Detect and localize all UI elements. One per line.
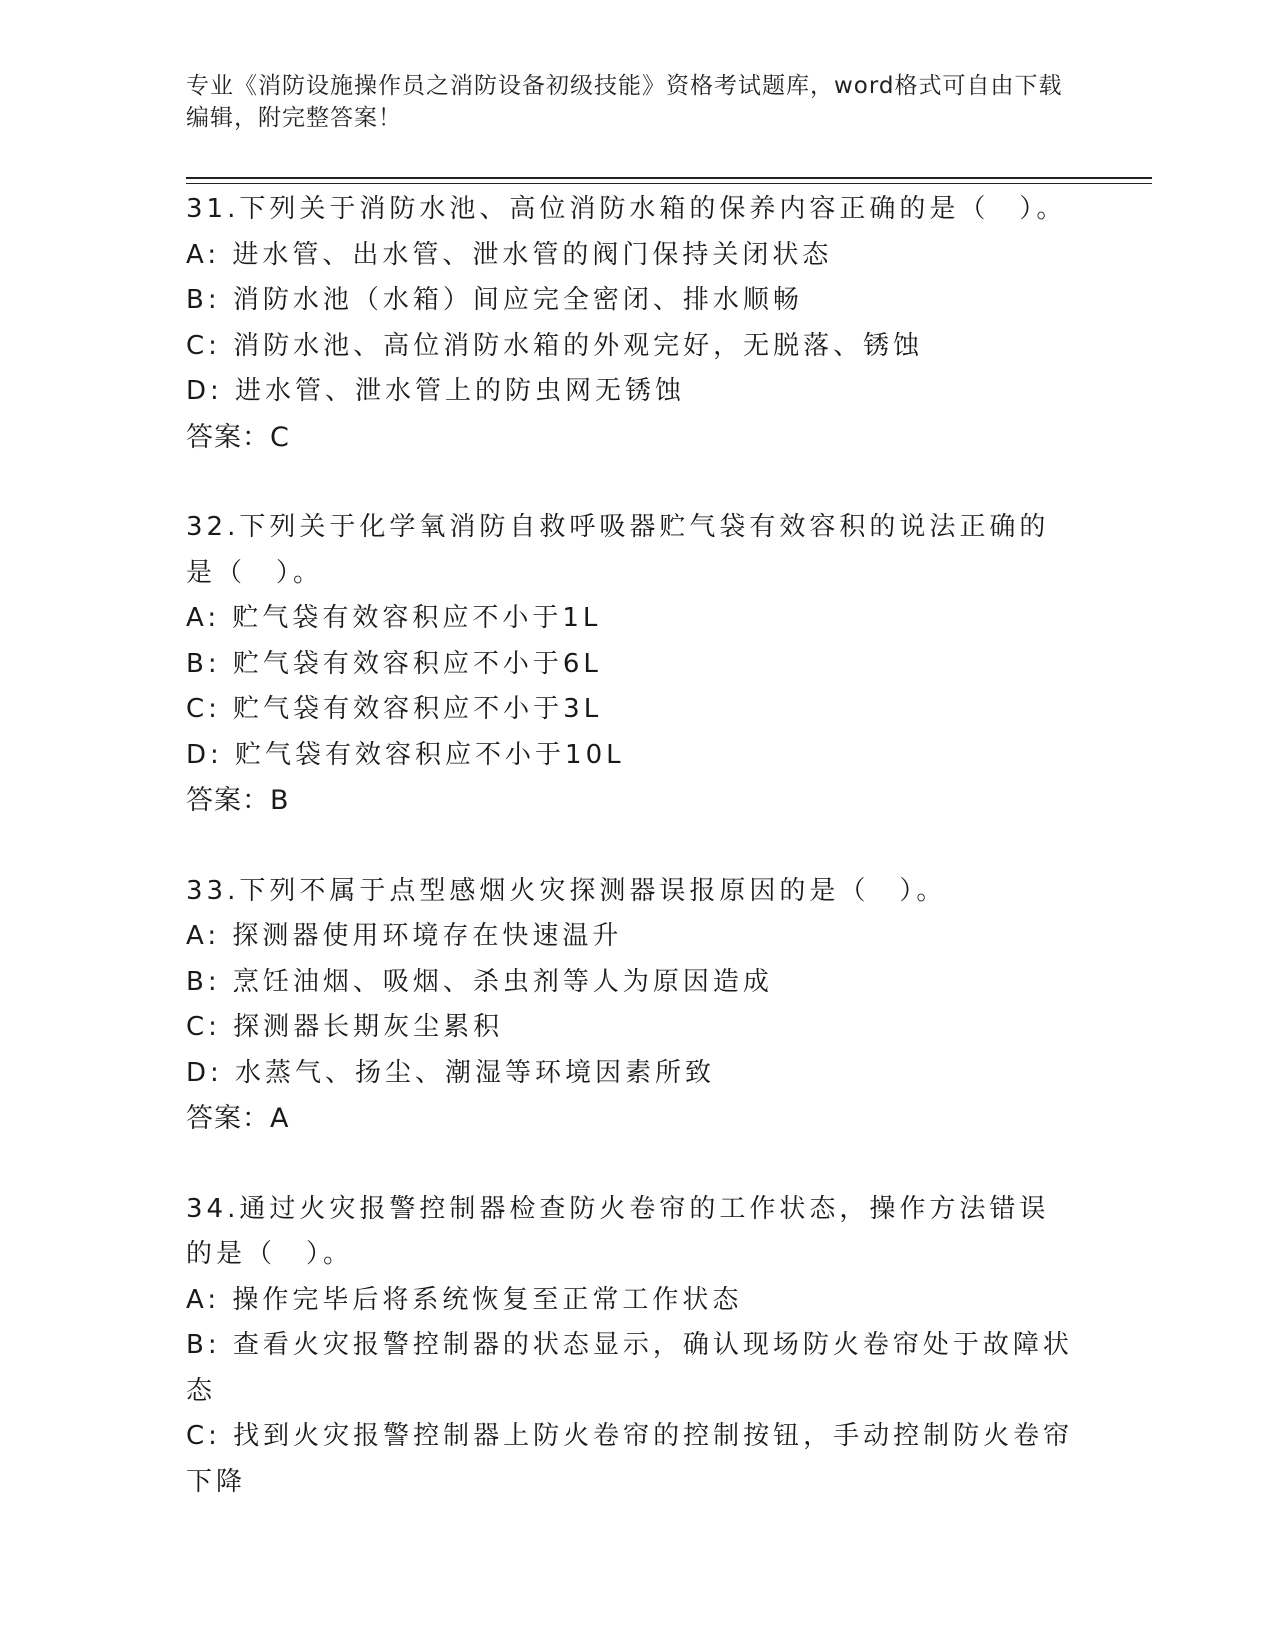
question-32: [186, 505, 1076, 824]
option-b: B: 烹饪油烟、吸烟、杀虫剂等人为原因造成: [186, 966, 773, 997]
option-c: C: 找到火灾报警控制器上防火卷帘的控制按钮，手动控制防火卷帘下降: [186, 1421, 1074, 1497]
header-rule-thick: [186, 177, 1152, 179]
option-d: D: 进水管、泄水管上的防虫网无锈蚀: [186, 376, 686, 406]
question-list: [186, 187, 1076, 1505]
answer-line: 答案：A: [186, 1103, 290, 1134]
answer-line: 答案：B: [186, 785, 290, 816]
option-d: D: 水蒸气、扬尘、潮湿等环境因素所致: [186, 1057, 716, 1088]
option-a: A: 操作完毕后将系统恢复至正常工作状态: [186, 1284, 743, 1315]
option-a: A: 探测器使用环境存在快速温升: [186, 921, 623, 951]
option-c: C: 贮气袋有效容积应不小于3L: [186, 694, 603, 724]
answer-line: 答案：C: [186, 421, 290, 453]
option-a: A: 贮气袋有效容积应不小于1L: [186, 603, 602, 633]
question-stem: 33.下列不属于点型感烟火灾探测器误报原因的是（ ）。: [186, 875, 947, 906]
header-rule-thin: [186, 183, 1152, 184]
question-31: [186, 187, 1076, 460]
question-33: [186, 869, 1076, 1142]
option-b: B: 消防水池（水箱）间应完全密闭、排水顺畅: [186, 285, 803, 315]
document-header: 专业《消防设施操作员之消防设备初级技能》资格考试题库，word格式可自由下载编辑，附完整答案！: [186, 73, 1063, 131]
question-gap: [186, 1142, 1076, 1187]
option-a: A: 进水管、出水管、泄水管的阀门保持关闭状态: [186, 239, 833, 270]
option-c: C: 消防水池、高位消防水箱的外观完好，无脱落、锈蚀: [186, 330, 924, 361]
option-b: B: 贮气袋有效容积应不小于6L: [186, 648, 602, 679]
question-stem: 31.下列关于消防水池、高位消防水箱的保养内容正确的是（ ）。: [186, 194, 1067, 224]
question-stem: 34.通过火灾报警控制器检查防火卷帘的工作状态，操作方法错误的是（ ）。: [186, 1193, 1050, 1269]
question-gap: [186, 824, 1076, 869]
option-d: D: 贮气袋有效容积应不小于10L: [186, 739, 625, 770]
option-b: B: 查看火灾报警控制器的状态显示，确认现场防火卷帘处于故障状态: [186, 1330, 1073, 1406]
question-34: [186, 1187, 1076, 1506]
option-c: C: 探测器长期灰尘累积: [186, 1012, 504, 1042]
question-gap: [186, 460, 1076, 505]
question-stem: 32.下列关于化学氧消防自救呼吸器贮气袋有效容积的说法正确的是（ ）。: [186, 512, 1050, 588]
